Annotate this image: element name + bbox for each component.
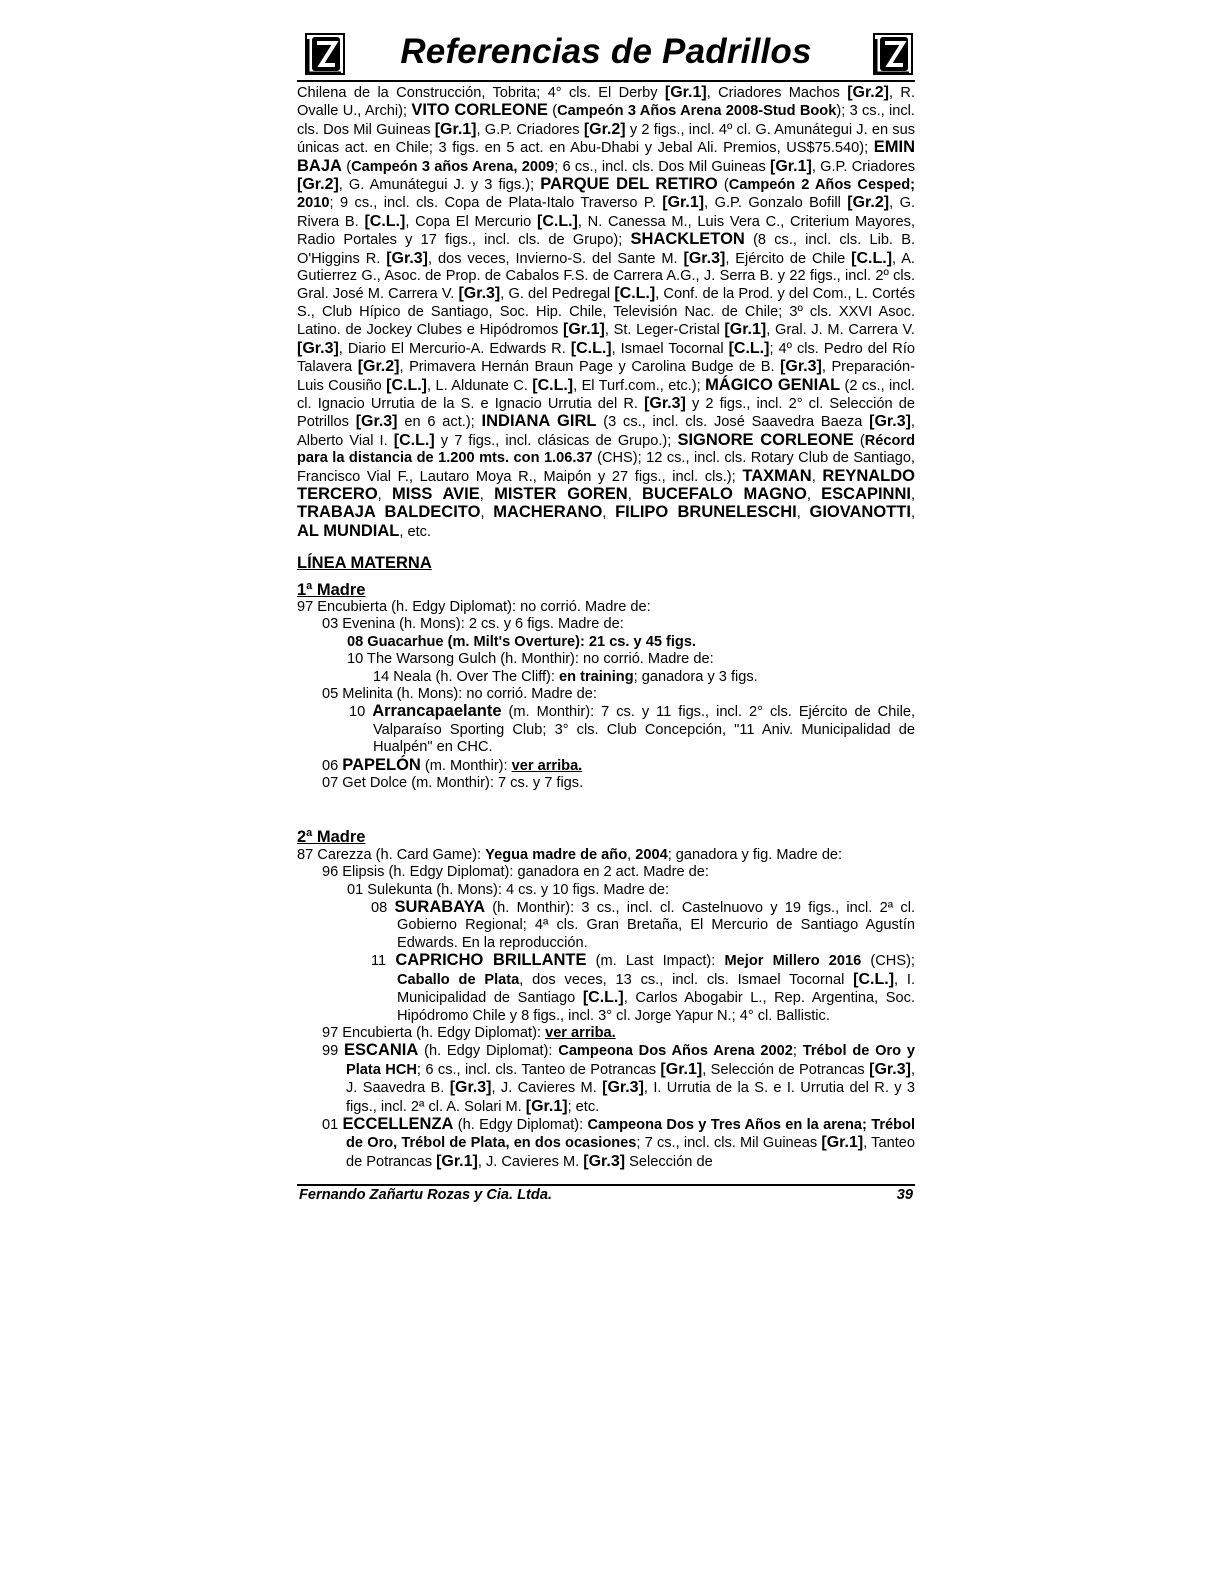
pedigree-entry: 14 Neala (h. Over The Cliff): en training; ganadora y 3 figs. [373, 668, 758, 685]
pedigree-entry: 99 ESCANIA (h. Edgy Diplomat): Campeona Dos Años Arena 2002; Trébol de Oro y Plata HCH; 6 cs., incl. cls. Tanteo de Potrancas [Gr.1], Selección de Potrancas [Gr.3], J. Saavedra B. [Gr.3], J. Cavieres M. [Gr.3], I. Urrutia de la S. e I. Urrutia del R. y 3 figs., incl. 2ª cl. A. Solari M. [Gr.1]; etc. [322, 1041, 916, 1115]
pedigree-entry: 10 Arrancapaelante (m. Monthir): 7 cs. y 11 figs., incl. 2° cls. Ejército de Chile, Valparaíso Sporting Club; 3° cls. Club Concepción, "11 Aniv. Municipalidad de Hualpén" en CHC. [349, 702, 915, 756]
section-heading-segunda-madre: 2ª Madre [297, 828, 366, 847]
ver-arriba-link[interactable]: ver arriba. [511, 757, 583, 774]
page-number: 39 [896, 1187, 913, 1203]
pedigree-entry: 08 SURABAYA (h. Monthir): 3 cs., incl. cl. Castelnuovo y 19 figs., incl. 2ª cl. Gobierno Regional; 4ª cls. Gran Bretaña, El Mercurio de Santiago Agustín Edwards. En la reproducción. [371, 898, 915, 951]
section-heading-linea-materna: LÍNEA MATERNA [297, 554, 432, 573]
document-body [297, 84, 915, 1171]
section-heading-primera-madre: 1ª Madre [297, 580, 366, 599]
pedigree-entry: 05 Melinita (h. Mons): no corrió. Madre de: [322, 686, 597, 702]
page-header [297, 30, 915, 82]
ver-arriba-link[interactable]: ver arriba. [545, 1024, 616, 1041]
pedigree-entry: 06 PAPELÓN (m. Monthir): ver arriba. [322, 755, 583, 774]
pedigree-entry: 10 The Warsong Gulch (h. Monthir): no corrió. Madre de: [347, 651, 714, 668]
pedigree-entry: 01 ECCELLENZA (h. Edgy Diplomat): Campeona Dos y Tres Años en la arena; Trébol de Oro, Trébol de Plata, en dos ocasiones; 7 cs., incl. cls. Mil Guineas [Gr.1], Tanteo de Potrancas [Gr.1], J. Cavieres M. [Gr.3] Selección de [322, 1114, 915, 1170]
pedigree-entry: 07 Get Dolce (m. Monthir): 7 cs. y 7 figs. [322, 775, 584, 792]
pedigree-entry: 01 Sulekunta (h. Mons): 4 cs. y 10 figs. Madre de: [347, 881, 670, 898]
zr-logo-right-icon [873, 33, 913, 75]
pedigree-entry: 97 Encubierta (h. Edgy Diplomat): ver arriba. [322, 1024, 616, 1041]
progeny-paragraph: Chilena de la Construcción, Tobrita; 4° cls. El Derby [Gr.1], Criadores Machos [Gr.2], R. Ovalle U., Archi); VITO CORLEONE (Campeón 3 Años Arena 2008-Stud Book); 3 cs., incl. cls. Dos Mil Guineas [Gr.1], G.P. Criadores [Gr.2] y 2 figs., incl. 4º cl. G. Amunátegui J. en sus únicas act. en Chile; 3 figs. en 5 act. en Abu-Dhabi y Jebal Ali. Premios, US$75.540); EMIN BAJA (Campeón 3 años Arena, 2009; 6 cs., incl. cls. Dos Mil Guineas [Gr.1], G.P. Criadores [Gr.2], G. Amunátegui J. y 3 figs.); PARQUE DEL RETIRO (Campeón 2 Años Cesped; 2010; 9 cs., incl. cls. Copa de Plata-Italo Traverso P. [Gr.1], G.P. Gonzalo Bofill [Gr.2], G. Rivera B. [C.L.], Copa El Mercurio [C.L.], N. Canessa M., Luis Vera C., Criterium Mayores, Radio Portales y 17 figs., incl. cls. de Grupo); SHACKLETON (8 cs., incl. cls. Lib. B. O'Higgins R. [Gr.3], dos veces, Invierno-S. del Sante M. [Gr.3], Ejército de Chile [C.L.], A. Gutierrez G., Asoc. de Prop. de Cabalos F.S. de Carrera A.G., J. Serra B. y 22 figs., incl. 2º cls. Gral. José M. Carrera V. [Gr.3], G. del Pedregal [C.L.], Conf. de la Prod. y del Com., L. Cortés S., Club Hípico de Santiago, Soc. Hip. Chile, Televisión Nac. de Chile; 3º cls. XXVI Asoc. Latino. de Jockey Clubes e Hipódromos [Gr.1], St. Leger-Cristal [Gr.1], Gral. J. M. Carrera V. [Gr.3], Diario El Mercurio-A. Edwards R. [C.L.], Ismael Tocornal [C.L.]; 4º cls. Pedro del Río Talavera [Gr.2], Primavera Hernán Braun Page y Carolina Budge de B. [Gr.3], Preparación-Luis Cousiño [C.L.], L. Aldunate C. [C.L.], El Turf.com., etc.); MÁGICO GENIAL (2 cs., incl. cl. Ignacio Urrutia de la S. e Ignacio Urrutia del R. [Gr.3] y 2 figs., incl. 2° cl. Selección de Potrillos [Gr.3] en 6 act.); INDIANA GIRL (3 cs., incl. cls. José Saavedra Baeza [Gr.3], Alberto Vial I. [C.L.] y 7 figs., incl. clásicas de Grupo.); SIGNORE CORLEONE (Récord para la distancia de 1.200 mts. con 1.06.37 (CHS); 12 cs., incl. cls. Rotary Club de Santiago, Francisco Vial F., Lautaro Moya R., Maipón y 27 figs., incl. cls.); TAXMAN, REYNALDO TERCERO, MISS AVIE, MISTER GOREN, BUCEFALO MAGNO, ESCAPINNI, TRABAJA BALDECITO, MACHERANO, FILIPO BRUNELESCHI, GIOVANOTTI, AL MUNDIAL, etc. [297, 84, 916, 540]
pedigree-entry: 11 CAPRICHO BRILLANTE (m. Last Impact): Mejor Millero 2016 (CHS); Caballo de Plata, dos veces, 13 cs., incl. cls. Ismael Tocornal [C.L.], I. Municipalidad de Santiago [C.L.], Carlos Abogabir L., Rep. Argentina, Soc. Hipódromo Chile y 8 figs., incl. 3° cl. Jorge Yapur N.; 4° cl. Ballistic. [371, 951, 916, 1024]
footer-company: Fernando Zañartu Rozas y Cia. Ltda. [299, 1187, 552, 1203]
pedigree-entry: 96 Elipsis (h. Edgy Diplomat): ganadora en 2 act. Madre de: [322, 864, 709, 881]
pedigree-entry: 03 Evenina (h. Mons): 2 cs. y 6 figs. Madre de: [322, 616, 624, 633]
pedigree-entry: 87 Carezza (h. Card Game): Yegua madre de año, 2004; ganadora y fig. Madre de: [297, 846, 843, 863]
page-title: Referencias de Padrillos [400, 32, 812, 71]
document-page [297, 30, 916, 1203]
page-footer [297, 1184, 915, 1206]
pedigree-entry: 08 Guacarhue (m. Milt's Overture): 21 cs. y 45 figs. [347, 633, 696, 650]
pedigree-entry: 97 Encubierta (h. Edgy Diplomat): no corrió. Madre de: [297, 598, 651, 615]
